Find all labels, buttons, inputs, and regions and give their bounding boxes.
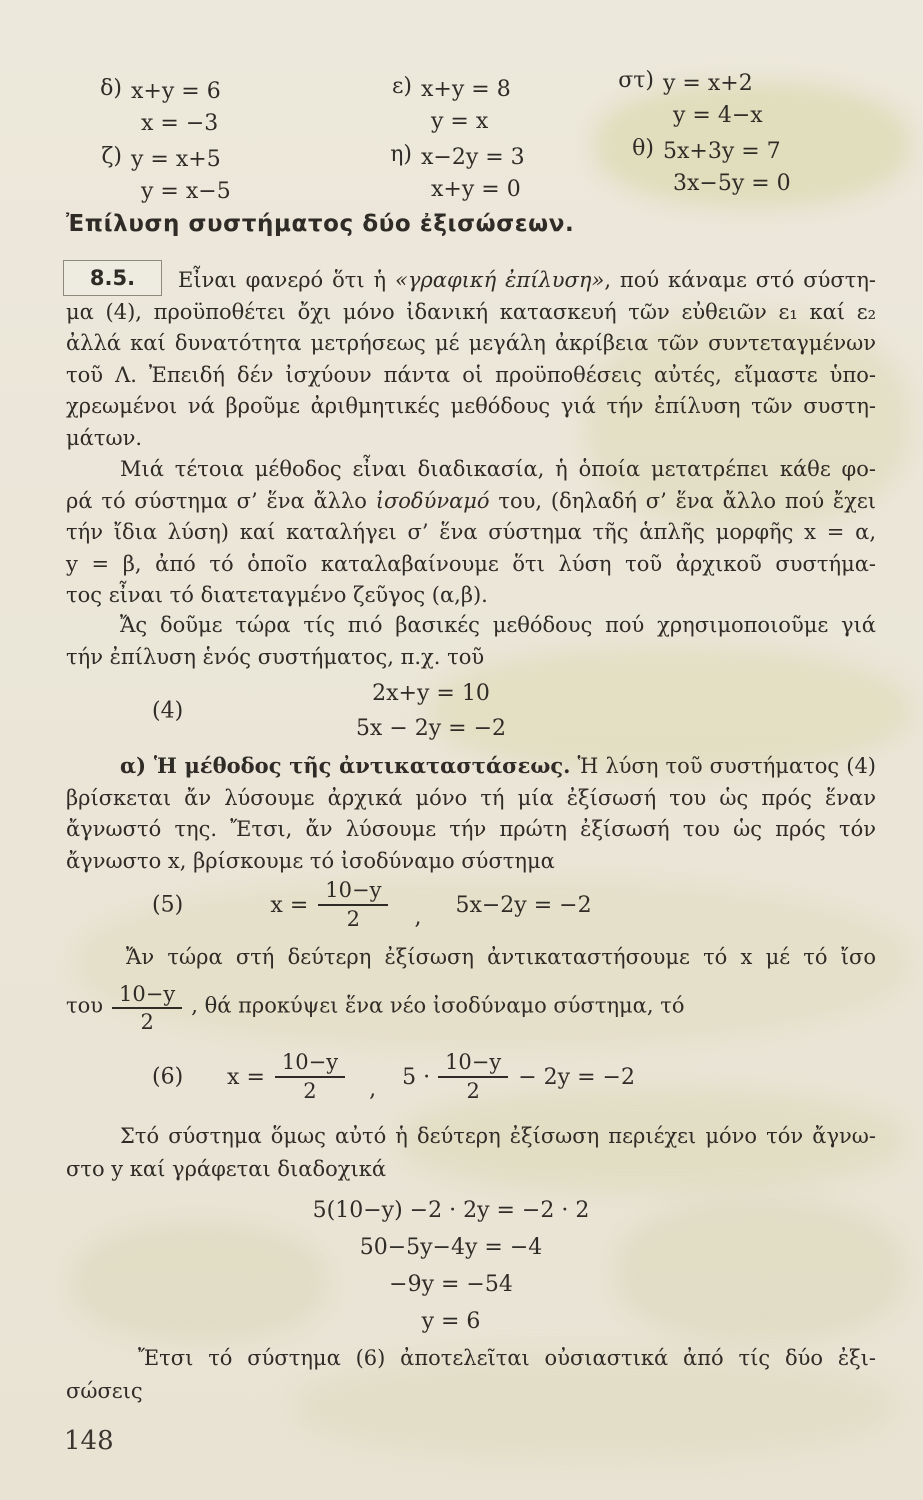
text-line xyxy=(66,486,876,518)
fraction xyxy=(318,878,388,932)
equation-line: y = x xyxy=(431,109,489,134)
exercise-stigma xyxy=(608,68,791,132)
text-line: χρεωμένοι νά βροῦμε ἀριθμητικές μεθόδους γιά τήν ἐπίλυση τῶν συστη- xyxy=(66,394,876,418)
exercise-delta-equations xyxy=(131,76,221,140)
exercise-column-3 xyxy=(608,68,791,204)
exercise-zeta-equations xyxy=(131,144,231,208)
exercise-theta xyxy=(608,136,791,200)
text-line: Ἄν τώρα στή δεύτερη ἐξίσωση ἀντικαταστήσουμε τό x μέ τό ἴσο xyxy=(126,945,876,969)
paragraph-8-5 xyxy=(66,265,876,454)
text-segment: του, (δηλαδή σ’ ἕνα ἄλλο πού ἔχει xyxy=(489,488,876,513)
fraction-numerator: 10−y xyxy=(438,1050,508,1078)
text-line: ἀλλά καί δυνατότητα μετρήσεως μέ μεγάλη ἀκρίβεια τῶν συντεταγμένων xyxy=(66,331,876,355)
text-segment: Εἶναι φανερό ὅτι ἡ xyxy=(178,268,396,292)
text-line xyxy=(66,750,876,783)
text-line: τήν ἐπίλυση ἑνός συστήματος, π.χ. τοῦ xyxy=(66,644,485,669)
fraction-denominator: 2 xyxy=(140,1010,154,1035)
equation-line: y = x−5 xyxy=(141,179,231,204)
text-line xyxy=(66,980,876,1034)
exercise-eta-equations xyxy=(421,142,525,206)
text-line: μάτων. xyxy=(66,425,143,450)
equation-line: y = x+5 xyxy=(131,147,221,172)
paragraph-conclusion xyxy=(66,1342,876,1408)
equation-separator-comma: , xyxy=(369,1077,377,1102)
equation-line: y = x+2 xyxy=(663,71,753,96)
equation-4-line-1: 2x+y = 10 xyxy=(372,681,490,706)
exercise-stigma-equations xyxy=(663,68,763,132)
section-number: 8.5. xyxy=(89,266,136,290)
paragraph-substitution-method xyxy=(66,750,876,877)
text-line xyxy=(66,265,876,297)
equation-line: 5x+3y = 7 xyxy=(663,139,781,164)
text-line: ἄγνωστό της. Ἔτσι, ἄν λύσουμε τήν πρώτη ἐξίσωσή του ὡς πρός τόν xyxy=(66,817,876,841)
derivation-step-4: y = 6 xyxy=(421,1309,481,1334)
text-line: τήν ἴδια λύση) καί καταλήγει σ’ ἕνα σύστημα τῆς ἁπλῆς μορφῆς x = α, xyxy=(66,520,876,544)
paragraph-second-equation xyxy=(66,1120,876,1186)
text-line: y = β, ἀπό τό ὁποῖο καταλαβαίνουμε ὅτι λύση τοῦ ἀρχικοῦ συστήμα- xyxy=(66,551,876,576)
equation-line: x−2y = 3 xyxy=(421,145,525,170)
text-line: μα (4), προϋποθέτει ὄχι μόνο ἰδανική κατασκευή τῶν εὐθειῶν ε₁ καί ε₂ xyxy=(66,299,876,324)
derivation-step-3: −9y = −54 xyxy=(389,1272,513,1297)
text-line: βρίσκεται ἄν λύσουμε ἀρχικά μόνο τή μία ἐξίσωσή του ὡς πρός ἕναν xyxy=(66,785,876,810)
derivation-step-1: 5(10−y) −2 · 2y = −2 · 2 xyxy=(312,1198,590,1223)
equation-6-lhs: x = xyxy=(227,1064,265,1090)
exercise-eta xyxy=(382,142,525,206)
exercise-column-2 xyxy=(382,74,525,210)
text-line: σώσεις xyxy=(66,1379,143,1403)
fraction xyxy=(112,982,182,1036)
fraction-numerator: 10−y xyxy=(318,878,388,906)
equation-4-block xyxy=(66,676,796,746)
equation-line: x = −3 xyxy=(141,111,219,136)
text-segment: , πού κάναμε στό σύστη- xyxy=(604,268,877,292)
equation-6-block xyxy=(66,1044,796,1110)
text-segment: Ἡ λύση τοῦ συστήματος (4) xyxy=(570,754,876,778)
exercise-delta-label: δ) xyxy=(100,76,122,101)
exercise-epsilon-equations xyxy=(421,74,511,138)
text-line: τοῦ Λ. Ἐπειδή δέν ἰσχύουν πάντα οἱ προϋποθέσεις αὐτές, εἴμαστε ὑπο- xyxy=(66,362,876,387)
text-line: Μιά τέτοια μέθοδος εἶναι διαδικασία, ἡ ὁποία μετατρέπει κάθε φο- xyxy=(120,457,876,481)
fraction xyxy=(438,1050,508,1104)
exercise-theta-label: θ) xyxy=(632,136,654,161)
fraction xyxy=(275,1050,345,1104)
paragraph-lets-see xyxy=(66,610,876,673)
equation-5-block xyxy=(66,872,796,938)
page-number: 148 xyxy=(64,1426,114,1456)
exercise-column-1 xyxy=(88,76,231,212)
exercise-delta xyxy=(88,76,231,140)
text-segment: ρά τό σύστημα σ’ ἕνα ἄλλο xyxy=(66,488,376,513)
equation-5-label: (5) xyxy=(152,892,184,918)
fraction-denominator: 2 xyxy=(303,1079,317,1103)
paragraph-method-intro xyxy=(66,454,876,612)
text-segment-italic: «γραφική ἐπίλυση» xyxy=(395,268,605,292)
text-line: τος εἶναι τό διατεταγμένο ζεῦγος (α,β). xyxy=(66,583,488,607)
equation-6-coefficient: 5 · xyxy=(402,1064,431,1090)
exercise-epsilon xyxy=(382,74,525,138)
text-line: Ἔτσι τό σύστημα (6) ἀποτελεῖται οὐσιαστικά ἀπό τίς δύο ἐξι- xyxy=(138,1346,876,1370)
equation-6-rhs: − 2y = −2 xyxy=(518,1064,635,1090)
derivation-step-2: 50−5y−4y = −4 xyxy=(359,1235,543,1260)
text-segment: του xyxy=(66,992,104,1017)
text-line: Ἄς δοῦμε τώρα τίς πιό βασικές μεθόδους πού χρησιμοποιοῦμε γιά xyxy=(120,613,876,637)
exercise-zeta-label: ζ) xyxy=(101,144,122,169)
exercise-eta-label: η) xyxy=(390,142,412,167)
equation-4-line-2: 5x − 2y = −2 xyxy=(355,716,507,741)
method-title-bold: α) Ἡ μέθοδος τῆς ἀντικαταστάσεως. xyxy=(120,753,571,778)
text-line: στο y καί γράφεται διαδοχικά xyxy=(66,1157,387,1181)
equation-line: y = 4−x xyxy=(673,103,763,128)
equation-6-label: (6) xyxy=(152,1064,184,1090)
paragraph-substitute-x xyxy=(66,942,876,1033)
exercise-zeta xyxy=(88,144,231,208)
equation-line: x+y = 6 xyxy=(131,79,221,104)
fraction-numerator: 10−y xyxy=(275,1050,345,1078)
fraction-denominator: 2 xyxy=(466,1079,480,1103)
text-segment: , θά προκύψει ἕνα νέο ἰσοδύναμο σύστημα, τό xyxy=(191,992,685,1017)
exercise-theta-equations xyxy=(663,136,791,200)
exercise-epsilon-label: ε) xyxy=(392,74,412,99)
equation-line: x+y = 0 xyxy=(431,177,521,202)
section-heading: Ἐπίλυση συστήματος δύο ἐξισώσεων. xyxy=(66,211,575,237)
equation-5-rhs: 5x−2y = −2 xyxy=(455,892,592,918)
text-line: Στό σύστημα ὅμως αὐτό ἡ δεύτερη ἐξίσωση περιέχει μόνο τόν ἄγνω- xyxy=(120,1124,876,1148)
derivation-steps xyxy=(66,1192,836,1340)
equation-separator-comma: , xyxy=(414,905,422,930)
fraction-denominator: 2 xyxy=(346,907,361,931)
exercise-stigma-label: στ) xyxy=(618,68,654,93)
text-line: ἄγνωστο x, βρίσκουμε τό ἰσοδύναμο σύστημα xyxy=(66,848,555,873)
equation-line: 3x−5y = 0 xyxy=(673,171,791,196)
fraction-numerator: 10−y xyxy=(112,982,182,1010)
equation-line: x+y = 8 xyxy=(421,77,511,102)
equation-5-lhs: x = xyxy=(270,892,309,918)
equation-4-label: (4) xyxy=(152,698,184,724)
text-segment-italic: ἰσοδύναμό xyxy=(375,488,490,513)
